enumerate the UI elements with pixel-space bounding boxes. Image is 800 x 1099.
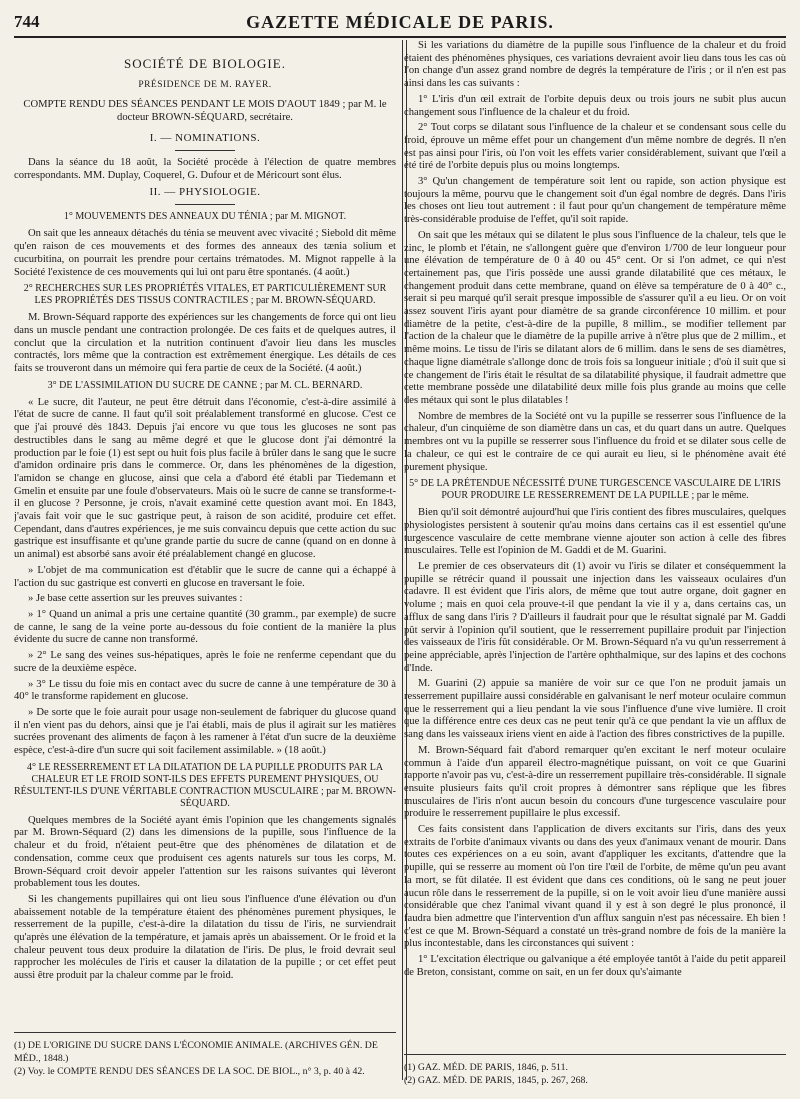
paragraph: M. Brown-Séquard fait d'abord remarquer qu'en excitant le nerf moteur oculaire commun à l'aide d'un appareil électro-magnétique puissant, on voit ce que Guarini rapporte n'avoir pas vu, c'est-à-dire un resserrement pupillaire très-considérable. Il signale ensuite plusieurs faits qu'il croit propres à démontrer sans réplique que les fibres musculaires de l'iris n'ont aucun besoin du concours d'une turgescence vasculaire pour produire le resserrement pupillaire le plus excessif.	[404, 744, 786, 820]
footnote: (2) GAZ. MÉD. DE PARIS, 1845, p. 267, 268.	[404, 1075, 588, 1086]
left-column	[14, 40, 396, 1099]
report-title: COMPTE RENDU DES SÉANCES PENDANT LE MOIS D'AOUT 1849 ; par M. le docteur BROWN-SÉQUARD, secrétaire.	[23, 99, 387, 123]
columns	[14, 40, 786, 1099]
paragraph: » De sorte que le foie aurait pour usage non-seulement de fabriquer du glucose quand il n'en vient pas du dehors, ainsi que je l'ai établi, mais de plus il agirait sur les matières sucrées provenant des aliments de façon à les ramener à l'état d'un sucre de la deuxième espèce, c'est-à-dire d'un sucre qui soit facilement assimilable. » (18 août.)	[14, 706, 396, 757]
paragraph: M. Guarini (2) appuie sa manière de voir sur ce que l'on ne produit jamais un resserrement pupillaire aussi considérable en galvanisant le nerf moteur oculaire commun que le resserrement qui a lieu pendant la vie sous l'influence d'une vive lumière. Il croit que la différence entre ces deux cas ne peut tenir qu'à ce que pendant la vie un afflux de sang dans les vaisseaux iriens vient en aide à l'action des fibres constrictives de la pupille.	[404, 678, 786, 741]
paragraph: » 2° Le sang des veines sus-hépatiques, après le foie ne renferme cependant que du sucre de la deuxième espèce.	[14, 650, 396, 674]
paragraph: On sait que les anneaux détachés du ténia se meuvent avec vivacité ; Siebold dit même qu'en raison de ces mouvements et des formes des anneaux des tænia solium et cucurbitina, on pourrait les prendre pour certains trématodes. M. Mignot rappelle à la Société l'existence de ces mouvements qui lui ont paru être spontanés. (4 août.)	[14, 228, 396, 278]
paragraph: 1° L'iris d'un œil extrait de l'orbite depuis deux ou trois jours ne subit plus aucun changement sous l'influence de la chaleur et du froid.	[404, 93, 786, 118]
paragraph: Bien qu'il soit démontré aujourd'hui que l'iris contient des fibres musculaires, quelques physiologistes persistent à soutenir qu'au moins dans certains cas il est essentiel qu'une turgescence vasculaire de cette membrane vienne ajouter son action à celle des fibres musculaires. Telle est l'opinion de M. Gaddi et de M. Guarini.	[404, 507, 786, 557]
paragraph: » 3° Le tissu du foie mis en contact avec du sucre de canne à une température de 30 à 40° le transforme rapidement en glucose.	[14, 678, 396, 703]
subheading-turgescence: 5° DE LA PRÉTENDUE NÉCESSITÉ D'UNE TURGESCENCE VASCULAIRE DE L'IRIS POUR PRODUIRE LE RESSERREMENT DE LA PUPILLE ; par le même.	[409, 478, 781, 502]
footnote: (1) GAZ. MÉD. DE PARIS, 1846, p. 511.	[404, 1062, 568, 1073]
page-header	[14, 10, 786, 38]
footnote: (2) Voy. le COMPTE RENDU DES SÉANCES DE LA SOC. DE BIOL., n° 3, p. 40 à 42.	[14, 1066, 365, 1077]
subheading-proprietes: 2° RECHERCHES SUR LES PROPRIÉTÉS VITALES, ET PARTICULIÈREMENT SUR LES PROPRIÉTÉS DES TISSUS CONTRACTILES ; par M. BROWN-SÉQUARD.	[23, 283, 387, 307]
society-title: SOCIÉTÉ DE BIOLOGIE.	[124, 56, 286, 71]
presidency: PRÉSIDENCE DE M. RAYER.	[138, 80, 272, 90]
subheading-pupille: 4° LE RESSERREMENT ET LA DILATATION DE LA PUPILLE PRODUITS PAR LA CHALEUR ET LE FROID SONT-ILS DES EFFETS PUREMENT PHYSIQUES, OU RÉSULTENT-ILS D'UNE VÉRITABLE CONTRACTION MUSCULAIRE ; par M. BROWN-SÉQUARD.	[14, 761, 396, 809]
paragraph: 3° Qu'un changement de température soit lent ou rapide, son action physique est toujours la même, pourvu que le changement soit d'un égal nombre de degrés. Dans l'iris les choses ont lieu tout autrement : il faut pour qu'un changement de température même très-considérable produise de l'effet, qu'il soit rapide.	[404, 176, 786, 226]
paragraph: M. Brown-Séquard rapporte des expériences sur les changements de force qui ont lieu dans un muscle pendant une contraction prolongée. De ces faits et de quelques autres, il conclut que la circulation et la nutrition continuent d'avoir lieu dans les muscles contractés, lors même que la contraction est extrêmement énergique. Les détails de ces faits se trouveront dans un mémoire qui fera partie de ceux de la Société. (4 août.)	[14, 312, 396, 375]
paragraph: On sait que les métaux qui se dilatent le plus sous l'influence de la chaleur, tels que le zinc, le plomb et l'étain, ne s'allongent guère que d'environ 1/700 de leur longueur pour une élévation de température de 0 à 40 ou 45° cent. Or si l'on admet, ce qui n'est certainement pas, que l'iris possède une aussi grande dilatabilité que ces métaux, le changement produit dans cette membrane, quand on élève sa température de 0 à 40° c., serait si peu marqué qu'il serait presque impossible de s'assurer qu'il a eu lieu. Or on voit assez souvent l'iris ayant pour diamètre de sa grande circonférence 10 millim. et pour diamètre de la petite, c'est-à-dire de la pupille, 8 millim., se modifier tellement par l'action de la chaleur que le diamètre de la pupille arrive à n'être plus que de 2 millim., et même moins. Le tissu de l'iris se dilatant alors de 6 millim. dans le sens de ses diamètres, chaque ligne diamétrale s'allonge donc de trois fois sa longueur initiale ; d'où il suit que si ce changement de l'iris était le résultat de sa dilatabilité physique, il faudrait admettre que cette membrane possède une dilatabilité deux mille fois plus grande au moins que celle des métaux qui sont le plus dilatables !	[404, 229, 786, 406]
page-number: 744	[14, 12, 40, 31]
paragraph: 2° Tout corps se dilatant sous l'influence de la chaleur et se condensant sous celle du froid, éprouve un même effet pour un changement d'un même nombre de degrés. Il n'en est pas ainsi pour l'iris, où l'on voit les effets varier considérablement, suivant que l'œil a été tiré de l'orbite depuis plus ou moins longtemps.	[404, 122, 786, 172]
paragraph: 1° L'excitation électrique ou galvanique a été employée tantôt à l'aide du petit appareil de Breton, consistant, comme on sait, en un fer doux qu's'aimante	[404, 954, 786, 978]
section-physiologie: II. — PHYSIOLOGIE.	[149, 186, 261, 199]
paragraph: Nombre de membres de la Société ont vu la pupille se resserrer sous l'influence de la chaleur, d'un cinquième de son diamètre dans un cas, et du quart dans un autre. Quelques membres ont vu la pupille se resserrer sous l'influence du froid et se dilater sous celle de la chaleur, ce qui est le contraire de ce qui aurait eu lieu, si le phénomène avait été purement physique.	[404, 410, 786, 473]
separator	[175, 150, 235, 151]
journal-title: GAZETTE MÉDICALE DE PARIS.	[246, 12, 554, 32]
subheading-sucre: 3° DE L'ASSIMILATION DU SUCRE DE CANNE ; par M. CL. BERNARD.	[47, 379, 363, 391]
right-column	[404, 40, 786, 1099]
footnotes-left	[14, 1032, 396, 1099]
paragraph: « Le sucre, dit l'auteur, ne peut être détruit dans l'économie, c'est-à-dire assimilé à l'état de sucre de canne. Il faut qu'il soit préalablement transformé en glucose. C'est ce que j'ai prouvé dès 1843. Depuis j'ai encore vu que tous les glucoses ne sont pas destructibles dans le sang au même degré et que le glucose dont j'ai démontré la production par le foie (1) est sept ou huit fois plus facile à brûler dans le sang que le sucre d'amidon ordinaire pris dans le commerce. Or, dans les phénomènes de la digestion, l'amidon se change en glucose, ainsi que cela a d'abord été établi par Tiedemann et Gmelin et ensuite par une foule d'observateurs. Mais où le sucre de canne se transforme-t-il en glucose ? Personne, je crois, n'avait examiné cette question avant moi. En 1843, j'avais fait voir que le suc gastrique peut, à raison de son acidité, produire cet effet. Cependant, dans d'autres expériences, je me suis convaincu depuis que cette action du suc gastrique est insuffisante et qu'une grande partie du sucre de canne (quand on en donne à un animal) est absorbé sans avoir été préalablement changé en glucose.	[14, 396, 396, 561]
paragraph: Le premier de ces observateurs dit (1) avoir vu l'iris se dilater et conséquemment la pupille se rétrécir quand il poussait une injection dans les vaisseaux oculaires d'un cadavre. Il est évident que l'iris alors, de même que tout autre organe, doit gagner en volume ; mais en quoi cela prouve-t-il que pendant la vie il y a, dans certains cas, un afflux de sang dans l'iris ? D'ailleurs il faudrait pour que le résultat signalé par M. Gaddi pût servir à l'opinion qu'il soutient, que le resserrement pupillaire produit par l'injection des vaisseaux de l'iris fût considérable. Or M. Brown-Séquard n'a vu qu'un resserrement à peine appréciable, après l'injection de l'artère ophthalmique, sur des lapins et des cochons d'Inde.	[404, 561, 786, 674]
paragraph: » L'objet de ma communication est d'établir que le sucre de canne qui a échappé à l'action du suc gastrique est converti en glucose en traversant le foie.	[14, 564, 396, 589]
separator	[175, 204, 235, 205]
section-nominations: I. — NOMINATIONS.	[149, 132, 261, 144]
footnote: (1) DE L'ORIGINE DU SUCRE DANS L'ÉCONOMIE ANIMALE. (ARCHIVES GÉN. DE MÉD., 1848.)	[14, 1040, 378, 1064]
footnotes-right	[404, 1054, 786, 1099]
paragraph: » 1° Quand un animal a pris une certaine quantité (30 gramm., par exemple) de sucre de canne, le sang de la veine porte au-dessous du foie contient de la manière la plus évidente du sucre de canne non transformé.	[14, 608, 396, 646]
paragraph: Quelques membres de la Société ayant émis l'opinion que les changements signalés par M. Brown-Séquard (2) dans les dimensions de la pupille, sous l'influence de la chaleur et du froid, n'étaient peut-être que des phénomènes de dilatation et de condensation, comme ceux que produisent ces agents naturels sur tous les corps, M. Brown-Séquard croit devoir appeler l'attention sur les raisons suivantes qui lèveront probablement tous les doutes.	[14, 814, 396, 890]
paragraph: » Je base cette assertion sur les preuves suivantes :	[28, 593, 243, 605]
paragraph: Si les changements pupillaires qui ont lieu sous l'influence d'une élévation ou d'un abaissement notable de la température étaient des phénomènes purement physiques, le resserrement de la pupille, c'est-à-dire la dilatation du tissu de l'iris, ne surviendrait qu'après une élévation de la température, et jamais après un abaissement. Or le froid et la chaleur peuvent tous deux produire la dilatation de l'iris. De plus, le froid devrait seul rapprocher les molécules de l'iris et causer la dilatation de la pupille ; or cet effet peut aussi être produit par la chaleur comme par le froid.	[14, 893, 396, 982]
subheading-tenia: 1° MOUVEMENTS DES ANNEAUX DU TÉNIA ; par M. MIGNOT.	[63, 211, 347, 223]
paragraph: Ces faits consistent dans l'application de divers excitants sur l'iris, dans des yeux extraits de l'orbite d'animaux vivants ou dans des yeux d'animaux venant de mourir. Dans toutes ces expériences on a eu soin, avant d'appliquer les excitants, d'attendre que la pupille, qui se resserre au moment où l'on tire l'œil de l'orbite, de même qu'un peu avant la mort, se fût dilatée. Il est évident que dans ces conditions, où le sang ne peut jouer aucun rôle dans le resserrement de la pupille, si on le voit avoir lieu d'une manière aussi considérable que chez l'animal vivant quand il y est à son degré le plus prononcé, il faudra bien admettre que l'intervention d'un afflux sanguin n'est pas nécessaire. Eh bien ! c'est ce que M. Brown-Séquard a constaté un très-grand nombre de fois de la manière la plus incontestable, dans les circonstances qui suivent :	[404, 824, 786, 950]
paragraph: Si les variations du diamètre de la pupille sous l'influence de la chaleur et du froid étaient des phénomènes physiques, ces variations devraient avoir lieu dans tous les cas où l'on change d'un assez grand nombre de degrés la température de l'iris ; or il n'en est pas ainsi dans les cas suivants :	[404, 40, 786, 90]
paragraph: Dans la séance du 18 août, la Société procède à l'élection de quatre membres correspondants. MM. Duplay, Coquerel, G. Dufour et de Méricourt sont élus.	[14, 157, 396, 181]
